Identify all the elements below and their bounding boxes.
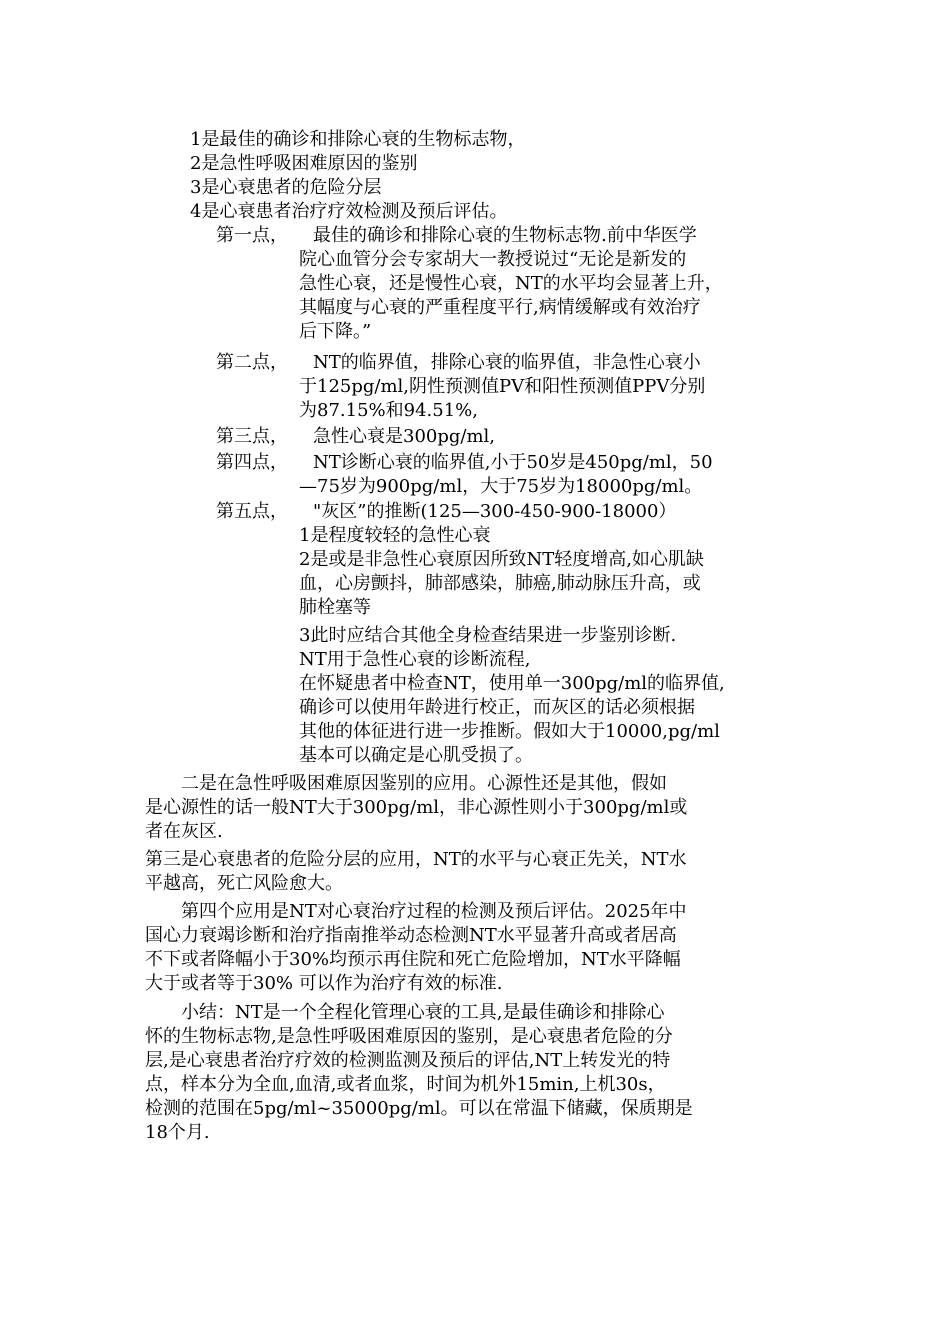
paragraph-line: 层,是心衰患者治疗疗效的检测监测及预后的评估,NT上转发光的特 <box>145 1050 671 1071</box>
point-text-line: NT诊断心衰的临界值,小于50岁是450pg/ml，50 <box>313 452 713 473</box>
list-item: 3是心衰患者的危险分层 <box>190 177 382 198</box>
paragraph-line: 怀的生物标志物,是急性呼吸困难原因的鉴别，是心衰患者危险的分 <box>145 1026 673 1047</box>
point-text-line: NT的临界值，排除心衰的临界值，非急性心衰小 <box>313 352 701 373</box>
point-text-line: 其他的体征进行进一步推断。假如大于10000,pg/ml <box>299 721 720 742</box>
list-item: 2是急性呼吸困难原因的鉴别 <box>190 153 418 174</box>
point-text-line: 2是或是非急性心衰原因所致NT轻度增高,如心肌缺 <box>299 549 704 570</box>
paragraph-line: 18个月. <box>145 1122 210 1143</box>
point-text-line: 于125pg/ml,阴性预测值PV和阳性预测值PPV分别 <box>299 376 706 397</box>
point-text-line: —75岁为900pg/ml，大于75岁为18000pg/ml。 <box>299 476 703 497</box>
point-text-line: 基本可以确定是心肌受损了。 <box>299 745 533 766</box>
point-text-line: 肺栓塞等 <box>299 597 371 618</box>
point-text-line: 院心血管分会专家胡大一教授说过“无论是新发的 <box>299 249 687 270</box>
point-text-line: 确诊可以使用年龄进行校正，而灰区的话必须根据 <box>299 697 695 718</box>
point-text-line: 其幅度与心衰的严重程度平行,病情缓解或有效治疗 <box>299 297 701 318</box>
point-label: 第一点， <box>216 225 288 246</box>
paragraph-line: 点，样本分为全血,血清,或者血浆，时间为机外15min,上机30s， <box>145 1074 666 1095</box>
paragraph-line: 第三是心衰患者的危险分层的应用，NT的水平与心衰正先关，NT水 <box>145 849 687 870</box>
point-text-line: "灰区”的推断(125—300-450-900-18000） <box>313 501 677 522</box>
point-text-line: 最佳的确诊和排除心衰的生物标志物.前中华医学 <box>313 225 697 246</box>
paragraph-line: 第四个应用是NT对心衰治疗过程的检测及预后评估。2025年中 <box>181 901 687 922</box>
list-item: 4是心衰患者治疗疗效检测及预后评估。 <box>190 201 508 222</box>
point-label: 第五点， <box>216 501 288 522</box>
point-text-line: 1是程度较轻的急性心衰 <box>299 525 491 546</box>
point-text-line: 在怀疑患者中检查NT，使用单一300pg/ml的临界值, <box>299 673 725 694</box>
point-text-line: 急性心衰是300pg/ml, <box>313 426 496 447</box>
list-item: 1是最佳的确诊和排除心衰的生物标志物， <box>190 129 526 150</box>
point-text-line: 急性心衰，还是慢性心衰，NT的水平均会显著上升， <box>299 273 723 294</box>
paragraph-line: 小结：NT是一个全程化管理心衰的工具,是最佳确诊和排除心 <box>181 1002 665 1023</box>
point-text-line: 3此时应结合其他全身检查结果进一步鉴别诊断. <box>299 625 677 646</box>
point-text-line: 后下降。” <box>299 321 372 342</box>
paragraph-line: 国心力衰竭诊断和治疗指南推举动态检测NT水平显著升高或者居高 <box>145 925 677 946</box>
point-text-line: 为87.15%和94.51%, <box>299 400 478 421</box>
paragraph-line: 平越高，死亡风险愈大。 <box>145 873 343 894</box>
point-label: 第二点， <box>216 352 288 373</box>
paragraph-line: 是心源性的话一般NT大于300pg/ml，非心源性则小于300pg/ml或 <box>145 797 688 818</box>
paragraph-line: 大于或者等于30% 可以作为治疗有效的标准. <box>145 973 503 994</box>
point-label: 第三点， <box>216 426 288 447</box>
point-label: 第四点， <box>216 452 288 473</box>
point-text-line: 血，心房颤抖，肺部感染，肺癌,肺动脉压升高，或 <box>299 573 701 594</box>
paragraph-line: 检测的范围在5pg/ml~35000pg/ml。可以在常温下储藏，保质期是 <box>145 1098 693 1119</box>
point-text-line: NT用于急性心衰的诊断流程, <box>299 649 531 670</box>
paragraph-line: 二是在急性呼吸困难原因鉴别的应用。心源性还是其他，假如 <box>181 773 667 794</box>
paragraph-line: 不下或者降幅小于30%均预示再住院和死亡危险增加，NT水平降幅 <box>145 949 681 970</box>
paragraph-line: 者在灰区. <box>145 821 223 842</box>
